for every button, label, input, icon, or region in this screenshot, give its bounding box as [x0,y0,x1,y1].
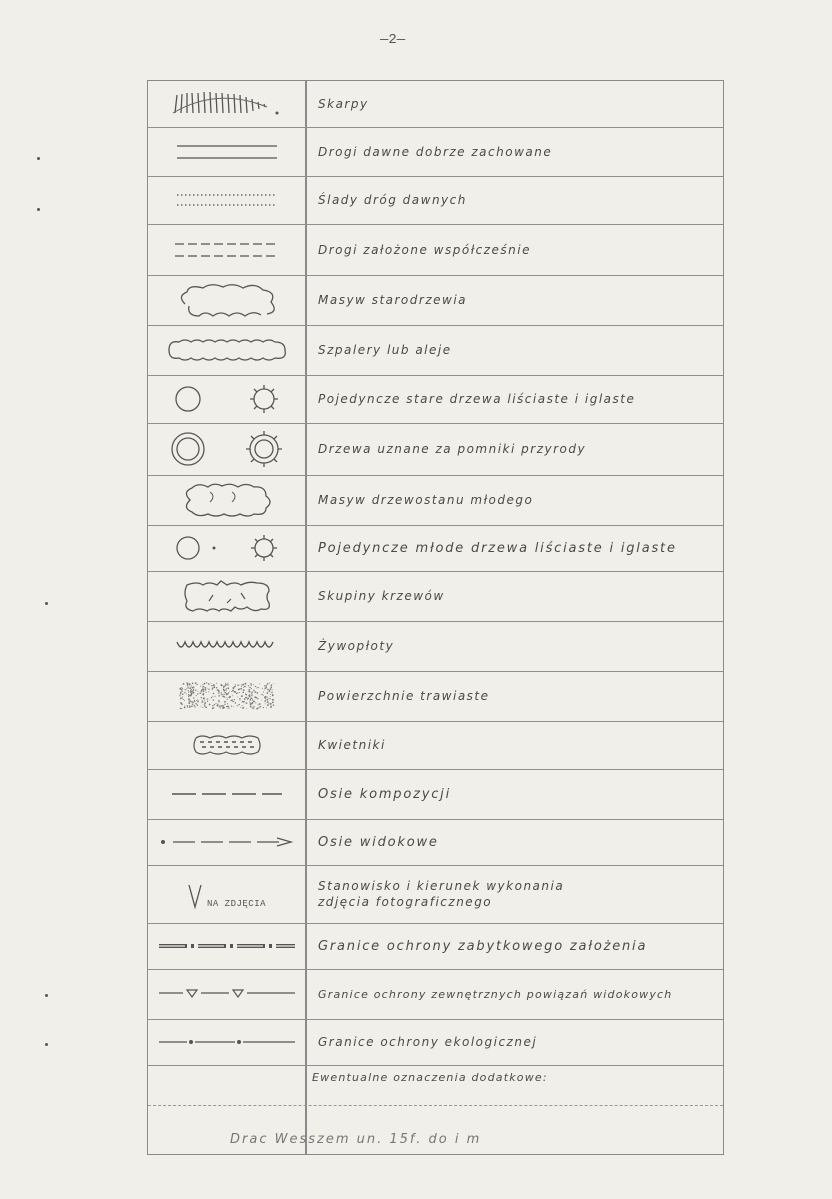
legend-row-granice-widokowych [148,969,723,1020]
monument-tree-icon [148,423,305,475]
margin-mark [45,994,48,997]
legend-label: Masyw starodrzewia [318,293,468,307]
grass-stipple-icon [148,671,305,721]
legend-label: Masyw drzewostanu młodego [318,493,534,507]
ecological-boundary-icon [148,1019,305,1065]
legend-row-granice-zabytkowego [148,923,723,970]
margin-mark [45,602,48,605]
double-line-icon [148,127,305,176]
legend-row-skupiny-krzewow [148,571,723,622]
legend-row-zywoploty [148,621,723,672]
view-boundary-icon [148,969,305,1019]
legend-row-osie-kompozycji [148,769,723,820]
legend-row-szpalery [148,325,723,376]
legend-label: Skarpy [318,97,369,111]
legend-label: Pojedyncze młode drzewa liściaste i iglaste [318,540,677,556]
legend-row-osie-widokowe [148,819,723,866]
legend-label: Pojedyncze stare drzewa liściaste i iglaste [318,392,636,406]
page-number: —2— [380,32,406,48]
legend-row-pomniki-przyrody [148,423,723,476]
legend-row-slady-drog [148,176,723,225]
margin-mark [37,157,40,160]
legend-label: Osie widokowe [318,834,439,850]
heritage-boundary-icon [148,923,305,969]
shrub-group-icon [148,571,305,621]
young-tree-mass-icon [148,475,305,525]
legend-row-stanowisko [148,865,723,924]
legend-label: Powierzchnie trawiaste [318,689,490,703]
legend-label: Żywopłoty [318,639,395,653]
tree-row-icon [148,325,305,375]
legend-label: Ewentualne oznaczenia dodatkowe: [312,1071,548,1084]
legend-row-drogi-dawne [148,127,723,177]
legend-row-drogi-wspolczesne [148,224,723,276]
legend-row-kwietniki [148,721,723,770]
legend-label: Stanowisko i kierunek wykonania zdjęcia fotograficznego [318,879,565,909]
legend-row-masyw-mlodego [148,475,723,526]
photo-label: NA ZDJĘCIA [206,899,266,909]
legend-label: Ślady dróg dawnych [318,193,467,207]
legend-row-powierzchnie-trawiaste [148,671,723,722]
margin-mark [37,208,40,211]
legend-label: Granice ochrony zabytkowego założenia [318,938,648,954]
legend-label: Granice ochrony zewnętrznych powiązań widokowych [318,987,673,1001]
handwritten-note: Drac Wesszem un. 15f. do i m [230,1132,482,1147]
dotted-double-line-icon [148,176,305,224]
legend-label: Skupiny krzewów [318,589,445,603]
legend-label: Szpalery lub aleje [318,343,452,357]
view-axis-arrow-icon [148,819,305,865]
legend-row-pojedyncze-mlode [148,525,723,572]
legend-table [147,80,724,1155]
young-single-tree-icon [148,525,305,571]
legend-label: Kwietniki [318,738,386,752]
legend-label: Drogi założone współcześnie [318,242,531,257]
flowerbed-icon [148,721,305,769]
tree-mass-outline-icon [148,275,305,325]
legend-label: Drzewa uznane za pomniki przyrody [318,442,587,456]
legend-row-pojedyncze-stare [148,375,723,424]
legend-row-granice-ekologicznej [148,1019,723,1066]
legend-label: Drogi dawne dobrze zachowane [318,144,553,159]
hedge-icon [148,621,305,671]
single-tree-icon [148,375,305,423]
photo-position-icon [148,865,305,923]
empty-symbol-cell [148,1065,305,1105]
dashed-double-line-icon [148,224,305,275]
legend-row-ewentualne [148,1065,723,1106]
escarpment-hatch-icon [148,81,305,127]
legend-row-skarpy [148,81,723,128]
dash-line-icon [148,769,305,819]
legend-row-masyw-starodrzewia [148,275,723,326]
margin-mark [45,1043,48,1046]
legend-label: Osie kompozycji [318,786,451,802]
legend-label: Granice ochrony ekologicznej [318,1035,538,1049]
